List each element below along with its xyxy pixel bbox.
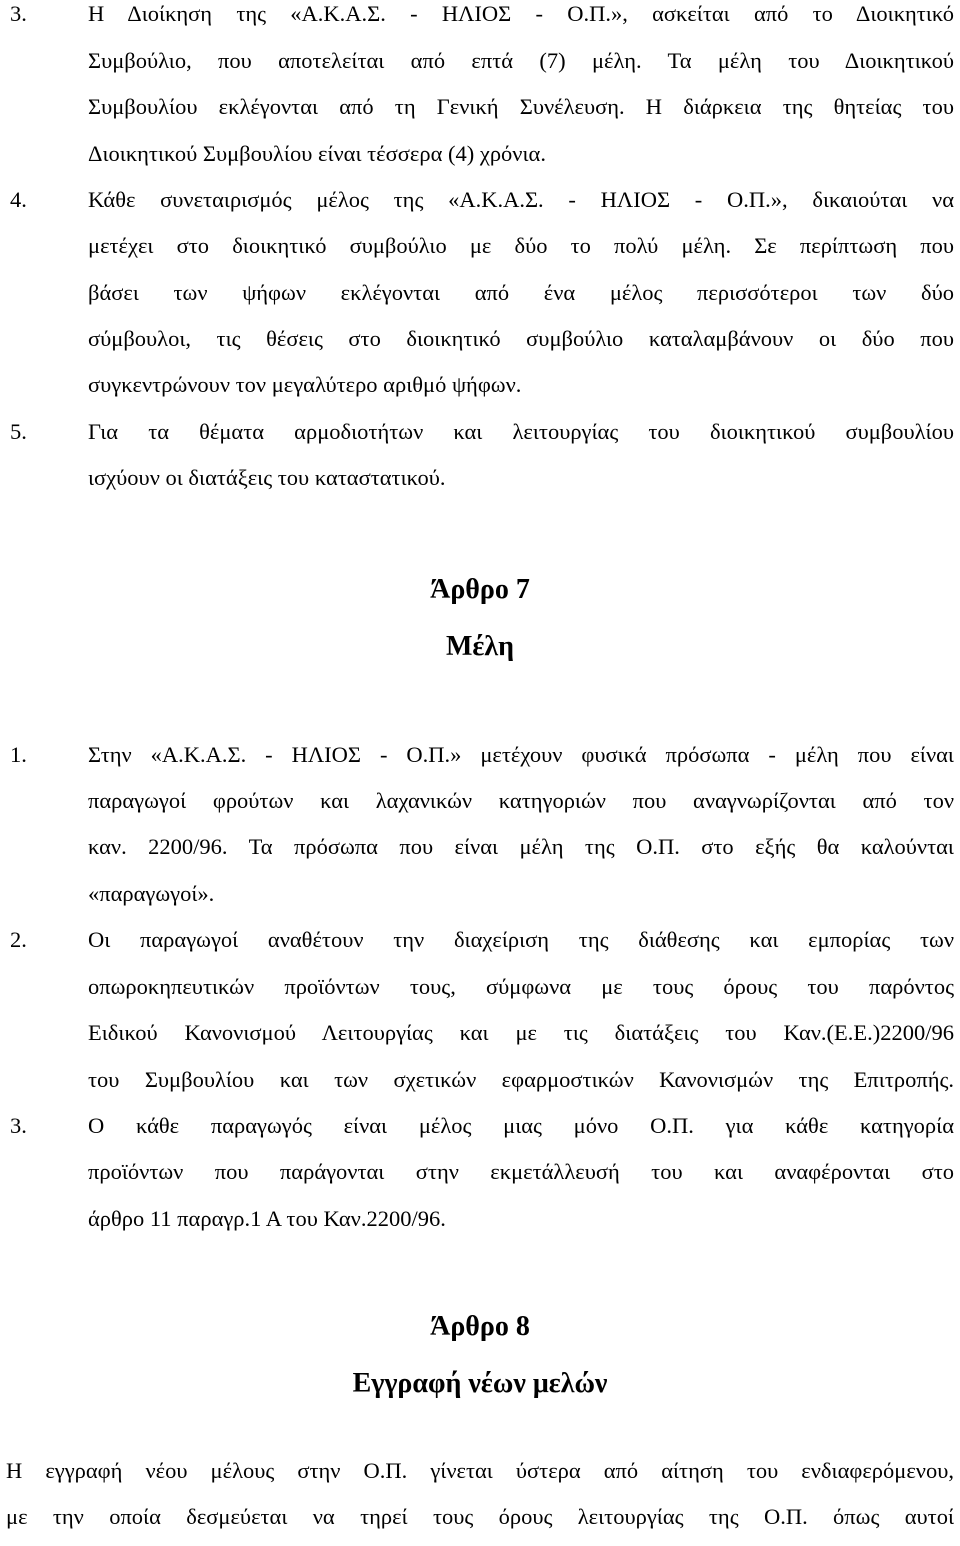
paragraph-line: Συμβουλίου εκλέγονται από τη Γενική Συνέλευση. Η διάρκεια της θητείας του <box>88 94 954 119</box>
paragraph-line: ισχύουν οι διατάξεις του καταστατικού. <box>88 465 446 490</box>
paragraph-line: μετέχει στο διοικητικό συμβούλιο με δύο το πολύ μέλη. Σε περίπτωση που <box>88 233 954 258</box>
item-number: 5. <box>10 419 27 444</box>
paragraph-line: παραγωγοί φρούτων και λαχανικών κατηγοριών που αναγνωρίζονται από τον <box>88 788 954 813</box>
article-7-subtitle: Μέλη <box>445 631 515 662</box>
article-8-subtitle: Εγγραφή νέων μελών <box>352 1368 608 1399</box>
paragraph-line: σύμβουλοι, τις θέσεις στο διοικητικό συμβούλιο καταλαμβάνουν οι δύο που <box>88 326 954 351</box>
paragraph-line: του Συμβουλίου και των σχετικών εφαρμοστικών Κανονισμών της Επιτροπής. <box>88 1067 954 1092</box>
paragraph-line: συγκεντρώνουν τον μεγαλύτερο αριθμό ψήφων. <box>88 372 522 397</box>
paragraph-line: βάσει των ψήφων εκλέγονται από ένα μέλος περισσότεροι των δύο <box>88 280 954 305</box>
item-number: 2. <box>10 927 27 952</box>
paragraph-line: Διοικητικού Συμβουλίου είναι τέσσερα (4) χρόνια. <box>88 141 546 166</box>
item-number: 3. <box>10 1 27 26</box>
paragraph-line: Οι παραγωγοί αναθέτουν την διαχείριση της διάθεσης και εμπορίας των <box>88 927 954 952</box>
paragraph-line: Κάθε συνεταιρισμός μέλος της «Α.Κ.Α.Σ. - ΗΛΙΟΣ - Ο.Π.», δικαιούται να <box>88 187 954 212</box>
paragraph-line: Για τα θέματα αρμοδιοτήτων και λειτουργίας του διοικητικού συμβουλίου <box>88 419 954 444</box>
item-number: 1. <box>10 742 27 767</box>
paragraph-line: οπωροκηπευτικών προϊόντων τους, σύμφωνα με τους όρους του παρόντος <box>88 974 954 999</box>
item-number: 3. <box>10 1113 27 1138</box>
paragraph-line: Στην «Α.Κ.Α.Σ. - ΗΛΙΟΣ - Ο.Π.» μετέχουν φυσικά πρόσωπα - μέλη που είναι <box>88 742 954 767</box>
paragraph-line: Ειδικού Κανονισμού Λειτουργίας και με τις διατάξεις του Καν.(Ε.Ε.)2200/96 <box>88 1020 954 1045</box>
closing-line: Η εγγραφή νέου μέλους στην Ο.Π. γίνεται ύστερα από αίτηση του ενδιαφερόμενου, <box>6 1458 954 1483</box>
item-number: 4. <box>10 187 27 212</box>
paragraph-line: καν. 2200/96. Τα πρόσωπα που είναι μέλη της Ο.Π. στο εξής θα καλούνται <box>88 834 954 859</box>
article-8-title: Άρθρο 8 <box>430 1311 530 1342</box>
paragraph-line: Συμβούλιο, που αποτελείται από επτά (7) μέλη. Τα μέλη του Διοικητικού <box>88 48 954 73</box>
paragraph-line: Η Διοίκηση της «Α.Κ.Α.Σ. - ΗΛΙΟΣ - Ο.Π.», ασκείται από το Διοικητικό <box>88 1 954 26</box>
paragraph-line: άρθρο 11 παραγρ.1 Α του Καν.2200/96. <box>88 1206 446 1231</box>
closing-line: με την οποία δεσμεύεται να τηρεί τους όρους λειτουργίας της Ο.Π. όπως αυτοί <box>6 1504 954 1529</box>
paragraph-line: προϊόντων που παράγονται στην εκμετάλλευσή του και αναφέρονται στο <box>88 1159 954 1184</box>
paragraph-line: Ο κάθε παραγωγός είναι μέλος μιας μόνο Ο.Π. για κάθε κατηγορία <box>88 1113 954 1138</box>
paragraph-line: «παραγωγοί». <box>88 881 215 906</box>
article-7-title: Άρθρο 7 <box>430 574 530 605</box>
